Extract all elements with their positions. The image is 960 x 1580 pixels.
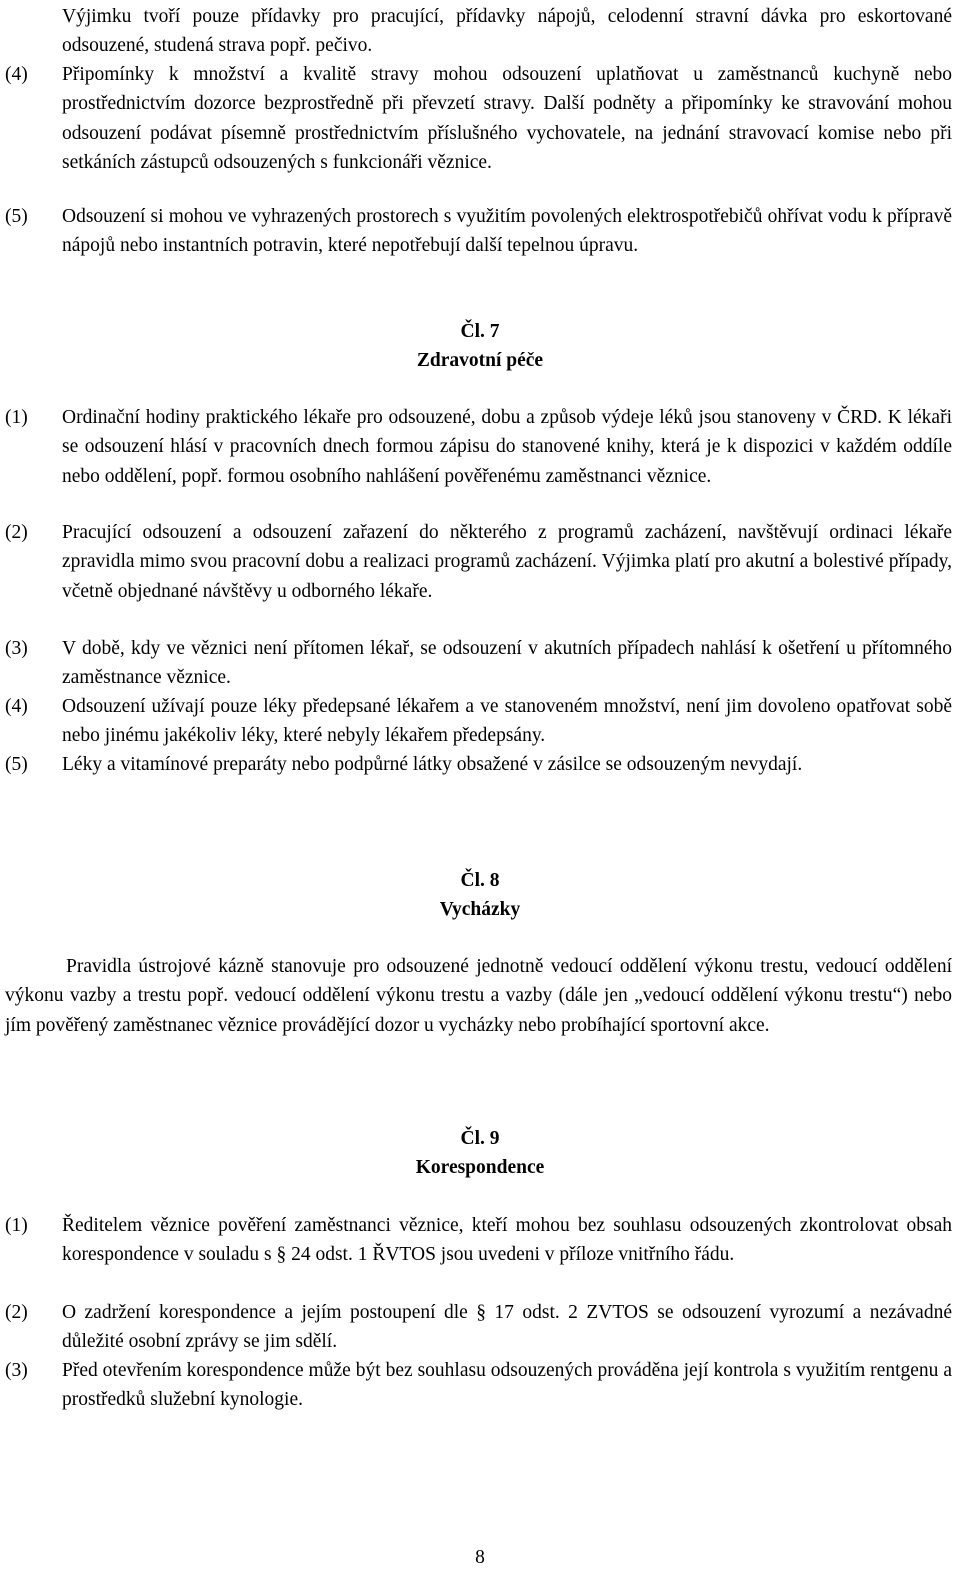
paragraph-number: (1) — [5, 1215, 28, 1236]
article-7-title: Zdravotní péče — [416, 350, 544, 371]
page-number: 8 — [475, 1547, 485, 1568]
article-8-text: Pravidla ústrojové kázně stanovuje pro odsouzené jednotně vedoucí oddělení výkonu trestu, vedoucí oddělení výkonu vazby a trestu popř. vedoucí oddělení výkonu trestu a vazby (dále jen „vedoucí oddělení výkonu trestu“) nebo jím pověřený zaměstnanec věznice provádějící dozor u vycházky nebo probíhající sportovní akce. — [5, 956, 952, 1036]
paragraph-number: (5) — [5, 754, 28, 775]
article-7-number: Čl. 7 — [460, 321, 500, 342]
paragraph-text: Odsouzení si mohou ve vyhrazených prostorech s využitím povolených elektrospotřebičů ohřívat vodu k přípravě nápojů nebo instantních potravin, které nepotřebují další tepelnou úpravu. — [62, 206, 952, 257]
paragraph-text: Ředitelem věznice pověření zaměstnanci věznice, kteří mohou bez souhlasu odsouzených zkontrolovat obsah korespondence v souladu s § 24 odst. 1 ŘVTOS jsou uvedeni v příloze vnitřního řádu. — [62, 1215, 952, 1266]
paragraph-number: (2) — [5, 522, 28, 543]
paragraph-top-4 — [5, 60, 952, 177]
paragraph-text: Před otevřením korespondence může být bez souhlasu odsouzených prováděna její kontrola s využitím rentgenu a prostředků služební kynologie. — [62, 1360, 952, 1411]
article-7-paragraph-4 — [5, 692, 952, 751]
paragraph-text: Léky a vitamínové preparáty nebo podpůrné látky obsažené v zásilce se odsouzeným nevydají. — [62, 754, 803, 775]
article-9-paragraph-3 — [5, 1356, 952, 1415]
paragraph-number: (2) — [5, 1302, 28, 1323]
article-8-title: Vycházky — [439, 899, 521, 920]
paragraph-text: Odsouzení užívají pouze léky předepsané lékařem a ve stanoveném množství, není jim dovoleno opatřovat sobě nebo jinému jakékoliv léky, které nebyly lékařem předepsány. — [62, 696, 952, 747]
paragraph-number: (3) — [5, 638, 28, 659]
paragraph-text: V době, kdy ve věznici není přítomen lékař, se odsouzení v akutních případech nahlásí k ošetření u přítomného zaměstnance věznice. — [62, 638, 952, 689]
article-7-paragraph-2 — [5, 518, 952, 606]
article-9-number: Čl. 9 — [460, 1128, 500, 1149]
paragraph-number: (1) — [5, 407, 28, 428]
paragraph-number: (5) — [5, 206, 28, 227]
article-9-paragraph-2 — [5, 1298, 952, 1357]
paragraph-text: O zadržení korespondence a jejím postoupení dle § 17 odst. 2 ZVTOS se odsouzení vyrozumí a nezávadné důležité osobní zprávy se jim sdělí. — [62, 1302, 952, 1353]
paragraph-number: (4) — [5, 64, 28, 85]
paragraph-text: Pracující odsouzení a odsouzení zařazení do některého z programů zacházení, navštěvují ordinaci lékaře zpravidla mimo svou pracovní dobu a realizaci programů zacházení. Výjimka platí pro akutní a bolestivé případy, včetně objednané návštěvy u odborného lékaře. — [62, 522, 952, 602]
paragraph-text: Připomínky k množství a kvalitě stravy mohou odsouzení uplatňovat u zaměstnanců kuchyně nebo prostřednictvím dozorce bezprostředně při převzetí stravy. Další podněty a připomínky ke stravování mohou odsouzení podávat písemně prostřednictvím příslušného vychovatele, na jednání stravovací komise nebo při setkáních zástupců odsouzených s funkcionáři věznice. — [62, 64, 952, 173]
paragraph-number: (3) — [5, 1360, 28, 1381]
article-7-paragraph-1 — [5, 403, 952, 491]
article-8-number: Čl. 8 — [460, 870, 500, 891]
article-9-paragraph-1 — [5, 1211, 952, 1270]
paragraph-number: (4) — [5, 696, 28, 717]
article-7-paragraph-5 — [5, 750, 952, 779]
paragraph-top-5 — [5, 202, 952, 261]
article-7-paragraph-3 — [5, 634, 952, 693]
paragraph-text: Ordinační hodiny praktického lékaře pro odsouzené, dobu a způsob výdeje léků jsou stanoveny v ČRD. K lékaři se odsouzení hlásí v pracovních dnech formou zápisu do stanovené knihy, která je k dispozici v každém oddíle nebo oddělení, popř. formou osobního nahlášení pověřenému zaměstnanci věznice. — [62, 407, 952, 487]
article-9-title: Korespondence — [415, 1157, 545, 1178]
continuation-paragraph — [5, 2, 952, 61]
continuation-text: Výjimku tvoří pouze přídavky pro pracující, přídavky nápojů, celodenní stravní dávka pro eskortované odsouzené, studená strava popř. pečivo. — [62, 6, 952, 57]
